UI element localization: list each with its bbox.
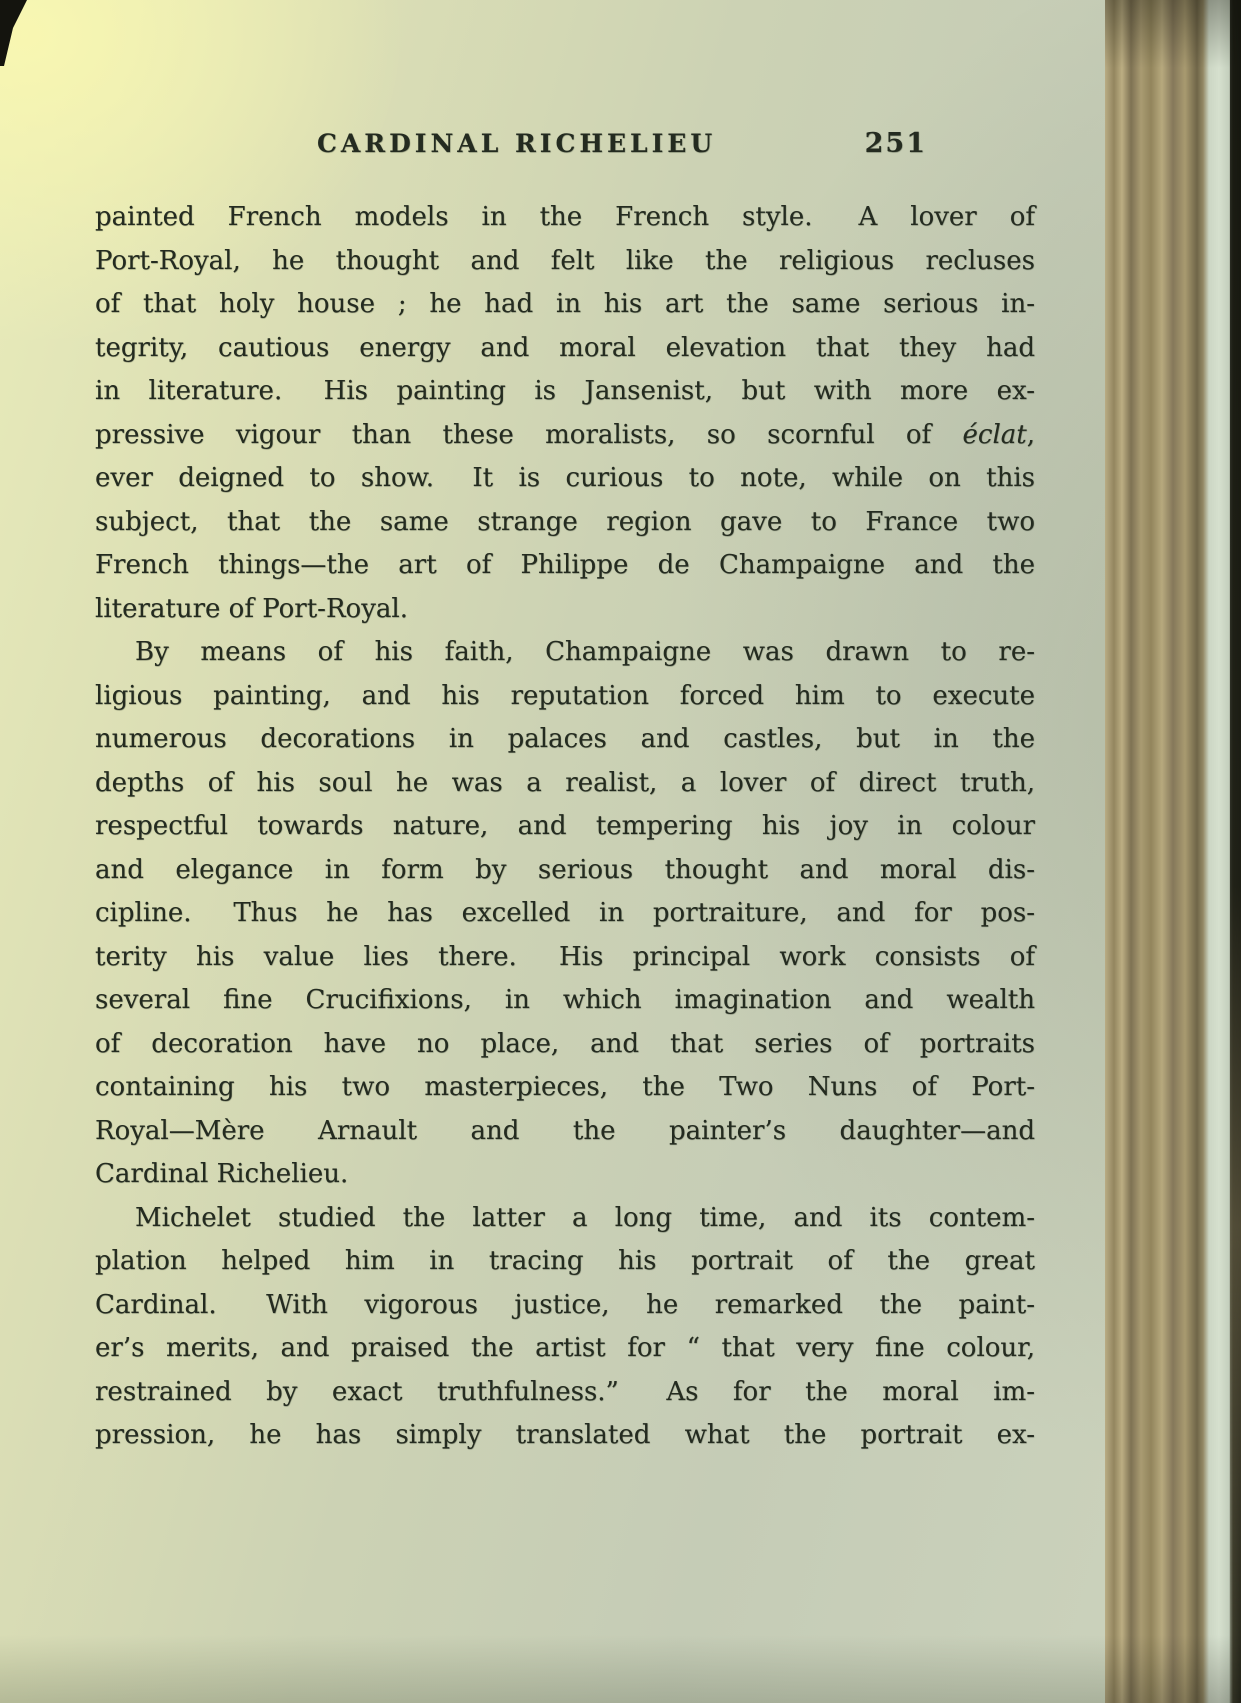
text-line: er’s merits, and praised the artist for “ that very fine colour, — [95, 1333, 1035, 1363]
text-line: French things—the art of Philippe de Champaigne and the — [95, 550, 1035, 580]
text-line: depths of his soul he was a realist, a lover of direct truth, — [95, 767, 1035, 798]
text-line: literature of Port-Royal. — [95, 593, 408, 624]
running-head-title: CARDINAL RICHELIEU — [317, 129, 717, 158]
text-line: Cardinal. With vigorous justice, he remarked the paint- — [95, 1289, 1035, 1320]
text-line: terity his value lies there. His principal work consists of — [95, 941, 1035, 972]
text-line: Port-Royal, he thought and felt like the religious recluses — [95, 245, 1035, 276]
text-line: respectful towards nature, and tempering his joy in colour — [95, 811, 1035, 841]
text-line: numerous decorations in palaces and castles, but in the — [95, 724, 1035, 754]
book-fore-edge-shadow — [1230, 0, 1241, 1703]
page-number: 251 — [864, 128, 927, 159]
text-line: of decoration have no place, and that series of portraits — [95, 1028, 1035, 1059]
text-line: restrained by exact truthfulness.” As for the moral im- — [95, 1376, 1035, 1407]
text-line: in literature. His painting is Jansenist, but with more ex- — [95, 376, 1035, 406]
text-line: Michelet studied the latter a long time, and its contem- — [135, 1202, 1035, 1233]
text-line: ligious painting, and his reputation forced him to execute — [95, 680, 1035, 711]
running-head — [95, 128, 1035, 159]
text-line: Cardinal Richelieu. — [95, 1159, 349, 1189]
text-line: painted French models in the French style. A lover of — [95, 202, 1035, 232]
text-line: and elegance in form by serious thought and moral dis- — [95, 854, 1035, 885]
text-line: Royal—Mère Arnault and the painter’s daughter—and — [95, 1115, 1035, 1146]
text-line: several fine Crucifixions, in which imagination and wealth — [95, 985, 1035, 1015]
text-line: tegrity, cautious energy and moral elevation that they had — [95, 332, 1035, 363]
text-line: subject, that the same strange region gave to France two — [95, 506, 1035, 537]
body-text — [95, 196, 1035, 1458]
book-fore-edge — [1105, 0, 1241, 1703]
text-line: of that holy house ; he had in his art the same serious in- — [95, 289, 1035, 319]
text-line: plation helped him in tracing his portrait of the great — [95, 1246, 1035, 1276]
text-line: pressive vigour than these moralists, so scornful of éclat, — [95, 419, 1035, 450]
text-line: By means of his faith, Champaigne was drawn to re- — [135, 637, 1035, 667]
text-line: containing his two masterpieces, the Two Nuns of Port- — [95, 1072, 1035, 1102]
text-line: pression, he has simply translated what the portrait ex- — [95, 1420, 1035, 1450]
page-corner-notch — [0, 0, 34, 66]
text-line: cipline. Thus he has excelled in portraiture, and for pos- — [95, 898, 1035, 928]
text-line: ever deigned to show. It is curious to note, while on this — [95, 463, 1035, 493]
